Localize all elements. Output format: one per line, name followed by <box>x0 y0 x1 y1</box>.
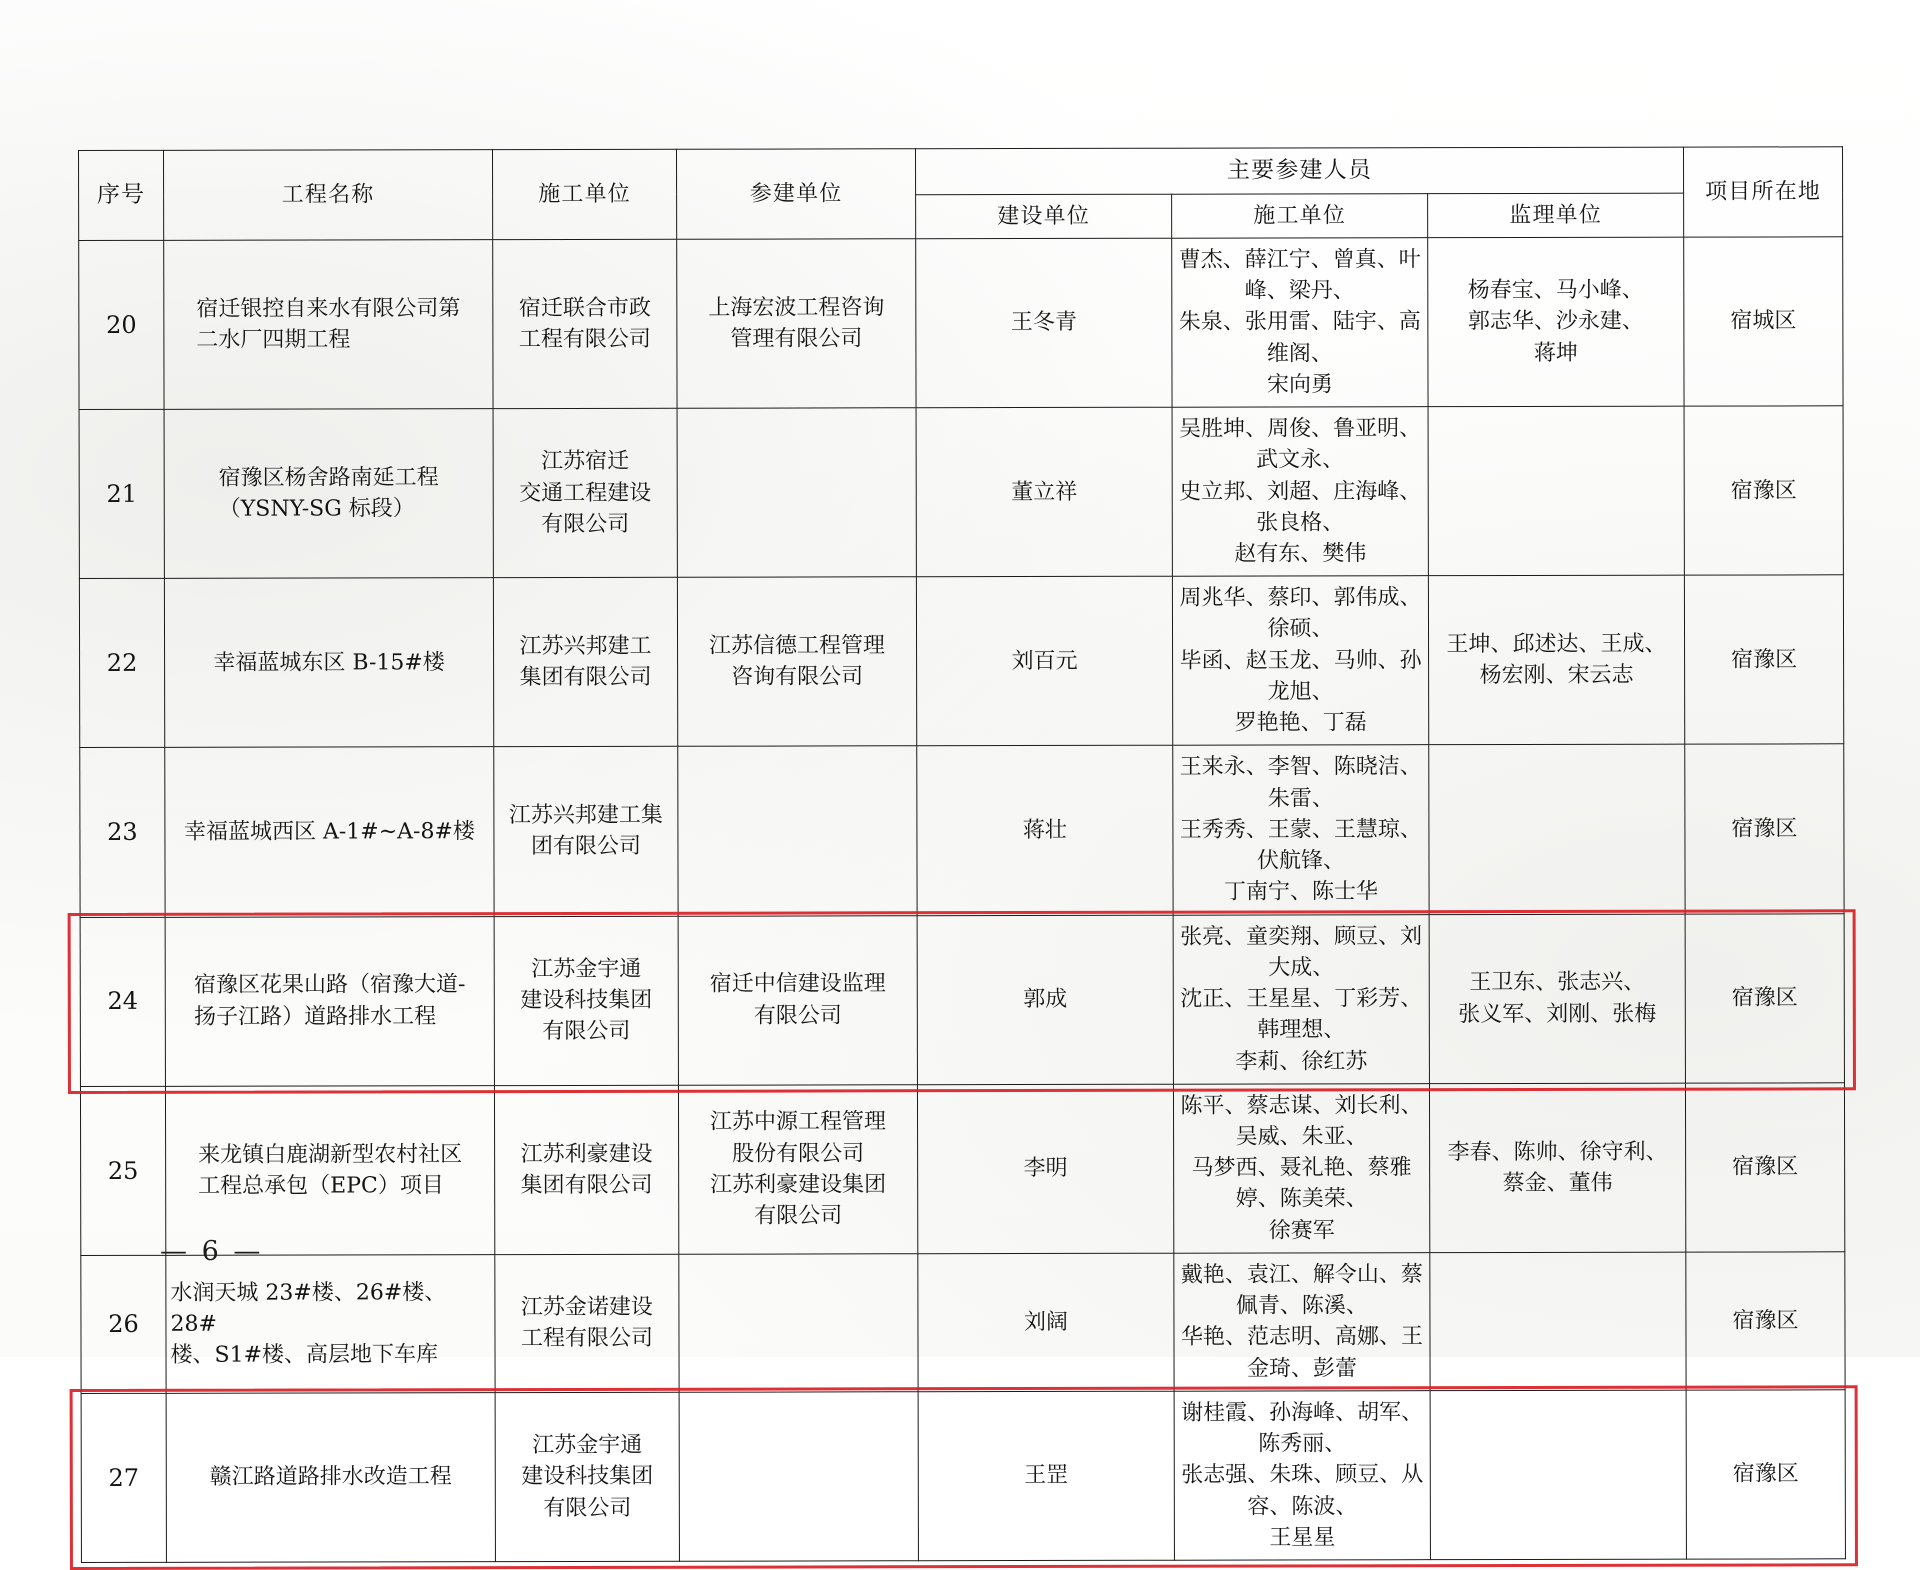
cell-personnel-constructor: 曹杰、薛江宁、曾真、叶峰、梁丹、 朱泉、张用雷、陆宇、高维阁、 宋向勇 <box>1172 238 1428 408</box>
cell-location: 宿城区 <box>1684 237 1843 407</box>
cell-construction-unit: 宿迁联合市政 工程有限公司 <box>493 239 677 409</box>
cell-participating-unit: 上海宏波工程咨询 管理有限公司 <box>677 239 916 409</box>
header-seq: 序号 <box>79 150 164 240</box>
table-row <box>80 744 1844 917</box>
cell-construction-unit: 江苏兴邦建工集 团有限公司 <box>494 747 678 917</box>
table-row <box>79 406 1843 579</box>
cell-project-name: 幸福蓝城东区 B-15#楼 <box>164 578 493 748</box>
table-row <box>81 1390 1845 1563</box>
cell-project-name: 宿迁银控自来水有限公司第 二水厂四期工程 <box>164 240 493 410</box>
cell-construction-unit: 江苏金宇通 建设科技集团 有限公司 <box>495 1392 679 1562</box>
cell-personnel-supervisor: 王卫东、张志兴、 张义军、刘刚、张梅 <box>1429 914 1685 1084</box>
table-row <box>81 1252 1845 1394</box>
project-table-container <box>78 146 1846 1563</box>
cell-participating-unit <box>679 1392 918 1562</box>
cell-construction-unit: 江苏利豪建设 集团有限公司 <box>494 1085 678 1255</box>
cell-seq: 23 <box>80 748 165 917</box>
cell-personnel-owner: 李明 <box>917 1084 1173 1254</box>
cell-construction-unit: 江苏宿迁 交通工程建设 有限公司 <box>493 408 677 578</box>
cell-location: 宿豫区 <box>1685 744 1844 914</box>
cell-seq: 24 <box>80 917 165 1086</box>
cell-seq: 20 <box>79 240 164 409</box>
cell-personnel-owner: 王罡 <box>918 1391 1174 1561</box>
cell-personnel-constructor: 周兆华、蔡印、郭伟成、徐硕、 毕函、赵玉龙、马帅、孙龙旭、 罗艳艳、丁磊 <box>1172 576 1428 746</box>
cell-construction-unit: 江苏金宇通 建设科技集团 有限公司 <box>494 916 678 1086</box>
cell-construction-unit: 江苏金诺建设 工程有限公司 <box>495 1254 679 1392</box>
cell-personnel-supervisor <box>1429 745 1685 915</box>
cell-personnel-constructor: 谢桂霞、孙海峰、胡军、陈秀丽、 张志强、朱珠、顾豆、从容、陈波、 王星星 <box>1174 1391 1430 1561</box>
cell-personnel-owner: 郭成 <box>917 915 1173 1085</box>
cell-project-name: 来龙镇白鹿湖新型农村社区 工程总承包（EPC）项目 <box>165 1085 494 1255</box>
cell-personnel-constructor: 王来永、李智、陈晓洁、朱雷、 王秀秀、王蒙、王慧琼、伏航锋、 丁南宁、陈士华 <box>1173 745 1429 915</box>
cell-location: 宿豫区 <box>1686 1390 1845 1560</box>
table-row <box>80 1083 1844 1256</box>
table-body <box>79 237 1846 1563</box>
cell-participating-unit <box>677 408 916 578</box>
cell-project-name: 宿豫区花果山路（宿豫大道- 扬子江路）道路排水工程 <box>165 916 494 1086</box>
header-personnel-constructor: 施工单位 <box>1172 193 1428 238</box>
cell-personnel-constructor: 陈平、蔡志谋、刘长利、吴威、朱亚、 马梦西、聂礼艳、蔡雅婷、陈美荣、 徐赛军 <box>1173 1083 1429 1253</box>
header-location: 项目所在地 <box>1683 147 1842 237</box>
header-project-name: 工程名称 <box>164 150 493 241</box>
header-main-personnel: 主要参建人员 <box>915 147 1683 194</box>
cell-personnel-supervisor <box>1428 406 1684 576</box>
cell-personnel-supervisor: 王坤、邱述达、王成、 杨宏刚、宋云志 <box>1428 575 1684 745</box>
cell-seq: 27 <box>81 1393 166 1562</box>
cell-project-name: 幸福蓝城西区 A-1#~A-8#楼 <box>165 747 494 917</box>
cell-participating-unit <box>679 1254 918 1392</box>
header-participating-unit: 参建单位 <box>676 149 915 239</box>
cell-personnel-supervisor: 李春、陈帅、徐守利、 蔡金、董伟 <box>1429 1083 1685 1253</box>
table-row <box>80 913 1844 1086</box>
cell-project-name: 赣江路道路排水改造工程 <box>166 1392 495 1562</box>
cell-personnel-owner: 刘百元 <box>916 576 1172 746</box>
cell-personnel-constructor: 张亮、童奕翔、顾豆、刘大成、 沈正、王星星、丁彩芳、韩理想、 李莉、徐红苏 <box>1173 914 1429 1084</box>
cell-participating-unit <box>678 746 917 916</box>
cell-personnel-owner: 蒋壮 <box>917 746 1173 916</box>
cell-personnel-constructor: 吴胜坤、周俊、鲁亚明、武文永、 史立邦、刘超、庄海峰、张良格、 赵有东、樊伟 <box>1172 407 1428 577</box>
cell-personnel-owner: 刘阔 <box>918 1253 1174 1391</box>
cell-location: 宿豫区 <box>1685 1083 1844 1253</box>
header-row-top <box>79 147 1843 196</box>
project-table <box>78 146 1846 1563</box>
cell-participating-unit: 江苏信德工程管理 咨询有限公司 <box>677 577 916 747</box>
table-row <box>79 575 1843 748</box>
cell-seq: 22 <box>79 579 164 748</box>
cell-personnel-constructor: 戴艳、袁江、解令山、蔡佩青、陈溪、 华艳、范志明、高娜、王金琦、彭蕾 <box>1174 1253 1430 1391</box>
header-personnel-owner: 建设单位 <box>916 194 1172 239</box>
cell-personnel-supervisor: 杨春宝、马小峰、 郭志华、沙永建、 蒋坤 <box>1428 237 1684 407</box>
table-row <box>79 237 1843 410</box>
cell-location: 宿豫区 <box>1684 406 1843 576</box>
header-personnel-supervisor: 监理单位 <box>1428 193 1684 238</box>
cell-seq: 26 <box>81 1255 166 1393</box>
cell-participating-unit: 江苏中源工程管理 股份有限公司 江苏利豪建设集团 有限公司 <box>678 1084 917 1254</box>
cell-seq: 25 <box>80 1086 165 1255</box>
cell-personnel-owner: 董立祥 <box>916 407 1172 577</box>
cell-location: 宿豫区 <box>1686 1252 1845 1390</box>
cell-personnel-supervisor <box>1430 1252 1686 1390</box>
cell-seq: 21 <box>79 409 164 578</box>
page-number: — 6 — <box>160 1236 264 1267</box>
cell-construction-unit: 江苏兴邦建工 集团有限公司 <box>493 577 677 747</box>
cell-location: 宿豫区 <box>1684 575 1843 745</box>
cell-project-name: 宿豫区杨舍路南延工程 （YSNY-SG 标段） <box>164 409 493 579</box>
cell-participating-unit: 宿迁中信建设监理 有限公司 <box>678 915 917 1085</box>
table-header <box>79 147 1843 241</box>
cell-project-name: 水润天城 23#楼、26#楼、28# 楼、S1#楼、高层地下车库 <box>166 1255 495 1394</box>
cell-personnel-owner: 王冬青 <box>916 238 1172 408</box>
header-construction-unit: 施工单位 <box>493 149 677 239</box>
cell-location: 宿豫区 <box>1685 913 1844 1083</box>
cell-personnel-supervisor <box>1430 1390 1686 1560</box>
